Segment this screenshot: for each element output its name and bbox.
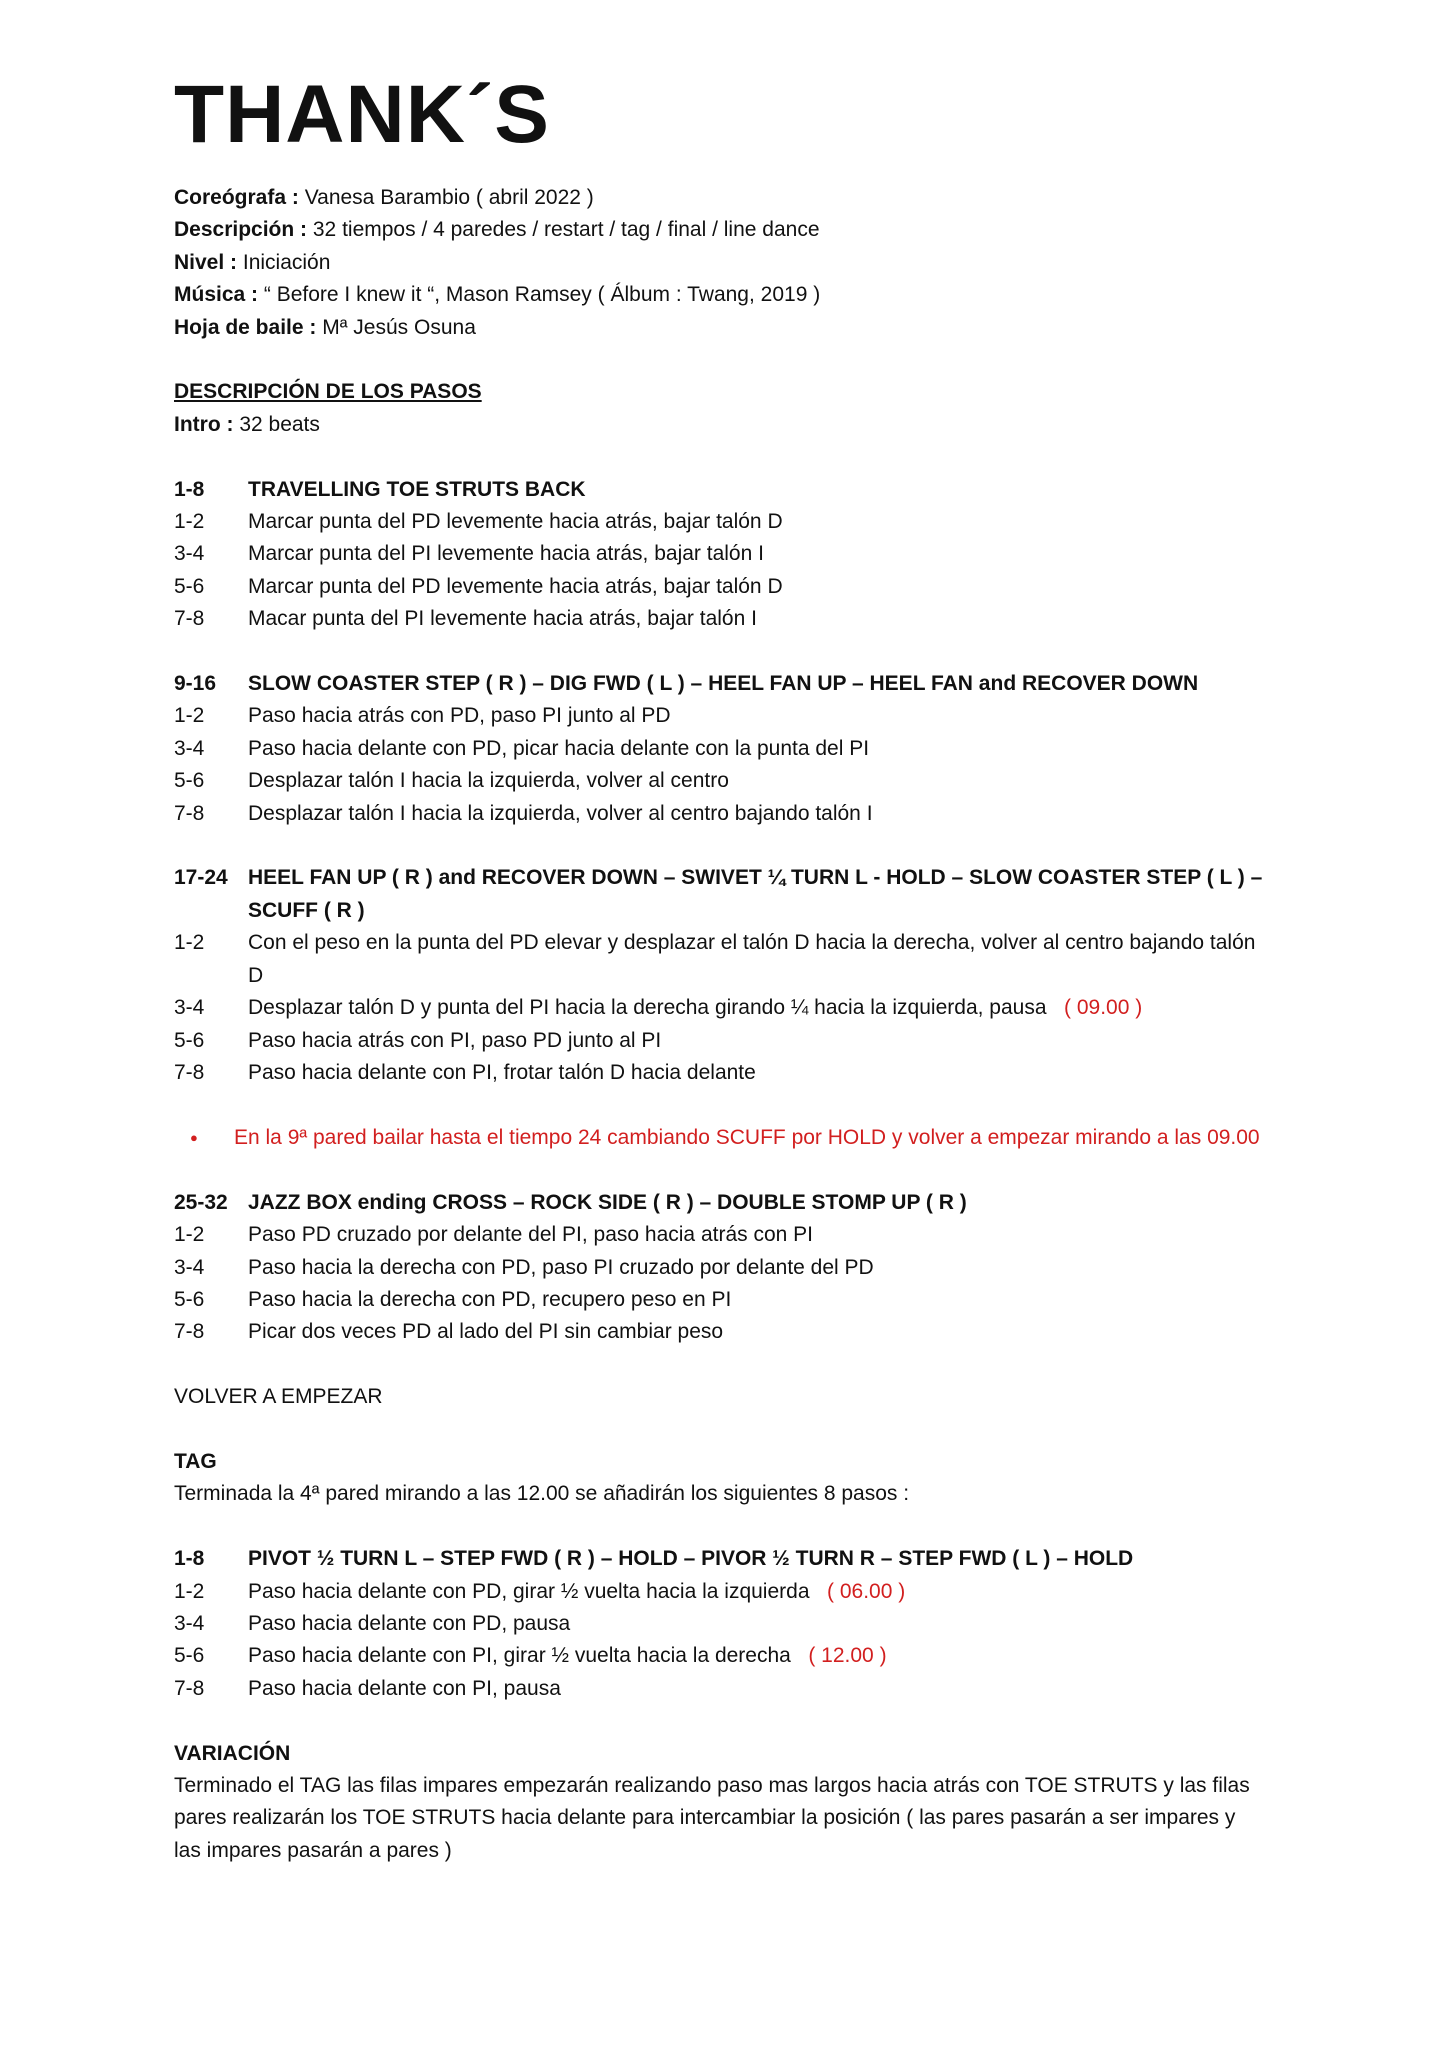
step-row: 1-2 Paso hacia delante con PD, girar ½ vuelta hacia la izquierda ( 06.00 ) [174,1579,906,1603]
step-row: 5-6 Marcar punta del PD levemente hacia atrás, bajar talón D [174,574,783,598]
tag-section [174,1446,1304,1705]
section-header: 1-8 TRAVELLING TOE STRUTS BACK [174,477,586,501]
section-9-16 [174,668,1304,830]
info-description: Descripción : 32 tiempos / 4 paredes / restart / tag / final / line dance [174,218,820,242]
step-row: 1-2 Marcar punta del PD levemente hacia atrás, bajar talón D [174,510,783,534]
section-17-24 [174,862,1304,1154]
restart-text: VOLVER A EMPEZAR [174,1385,383,1409]
info-sheet-author: Hoja de baile : Mª Jesús Osuna [174,315,476,339]
steps-heading: DESCRIPCIÓN DE LOS PASOS [174,380,482,404]
step-row: 3-4 Paso hacia la derecha con PD, paso PI cruzado por delante del PD [174,1255,874,1279]
variation-heading: VARIACIÓN [174,1741,291,1765]
info-music: Música : “ Before I knew it “, Mason Ramsey ( Álbum : Twang, 2019 ) [174,283,821,307]
step-row: 3-4 Marcar punta del PI levemente hacia atrás, bajar talón I [174,542,764,566]
section-1-8 [174,474,1304,636]
step-row: 1-2 Con el peso en la punta del PD elevar y desplazar el talón D hacia la derecha, volver al centro bajando talón D [174,931,1256,987]
step-row: 7-8 Picar dos veces PD al lado del PI sin cambiar peso [174,1320,724,1344]
step-row: 5-6 Paso hacia atrás con PI, paso PD junto al PI [174,1028,662,1052]
step-row: 3-4 Paso hacia delante con PD, pausa [174,1611,571,1635]
section-header: 9-16 SLOW COASTER STEP ( R ) – DIG FWD ( L ) – HEEL FAN UP – HEEL FAN and RECOVER DOWN [174,672,1199,696]
step-row: 7-8 Paso hacia delante con PI, pausa [174,1676,561,1700]
section-25-32 [174,1187,1304,1349]
direction-note: ( 12.00 ) [808,1644,887,1668]
variation-text: Terminado el TAG las filas impares empezarán realizando paso mas largos hacia atrás con TOE STRUTS y las filas pares realizarán los TOE STRUTS hacia delante para intercambiar la posición ( las pares pasarán a ser impares y las impares pasarán a pares ) [174,1774,1250,1862]
tag-heading: TAG [174,1449,217,1473]
variation-section [174,1738,1304,1868]
section-header: 25-32 JAZZ BOX ending CROSS – ROCK SIDE ( R ) – DOUBLE STOMP UP ( R ) [174,1190,967,1214]
step-row: 7-8 Paso hacia delante con PI, frotar talón D hacia delante [174,1060,756,1084]
direction-note: ( 06.00 ) [827,1579,906,1603]
restart-note: ● En la 9ª pared bailar hasta el tiempo 24 cambiando SCUFF por HOLD y volver a empezar mirando a las 09.00 [174,1122,1304,1155]
page-title: THANK´S [174,69,550,160]
info-block [174,182,1304,344]
step-row: 5-6 Paso hacia la derecha con PD, recupero peso en PI [174,1287,732,1311]
bullet-icon [190,1122,234,1155]
section-header: 17-24 HEEL FAN UP ( R ) and RECOVER DOWN – SWIVET ¼ TURN L - HOLD – SLOW COASTER STEP ( L ) – SCUFF ( R ) [174,866,1263,922]
intro-line: Intro : 32 beats [174,412,320,436]
step-row: 5-6 Paso hacia delante con PI, girar ½ vuelta hacia la derecha ( 12.00 ) [174,1644,887,1668]
step-row: 7-8 Macar punta del PI levemente hacia atrás, bajar talón I [174,607,757,631]
step-row: 1-2 Paso hacia atrás con PD, paso PI junto al PD [174,704,671,728]
section-header: 1-8 PIVOT ½ TURN L – STEP FWD ( R ) – HOLD – PIVOR ½ TURN R – STEP FWD ( L ) – HOLD [174,1547,1134,1571]
dance-sheet [174,60,1304,1867]
step-row: 5-6 Desplazar talón I hacia la izquierda, volver al centro [174,769,729,793]
direction-note: ( 09.00 ) [1064,996,1143,1020]
step-row: 3-4 Desplazar talón D y punta del PI hacia la derecha girando ¼ hacia la izquierda, pausa ( 09.00 ) [174,996,1143,1020]
step-row: 1-2 Paso PD cruzado por delante del PI, paso hacia atrás con PI [174,1223,814,1247]
step-row: 7-8 Desplazar talón I hacia la izquierda, volver al centro bajando talón I [174,801,873,825]
info-choreographer: Coreógrafa : Vanesa Barambio ( abril 2022 ) [174,186,594,209]
tag-intro: Terminada la 4ª pared mirando a las 12.00 se añadirán los siguientes 8 pasos : [174,1482,910,1506]
info-level: Nivel : Iniciación [174,250,331,274]
step-row: 3-4 Paso hacia delante con PD, picar hacia delante con la punta del PI [174,736,870,760]
